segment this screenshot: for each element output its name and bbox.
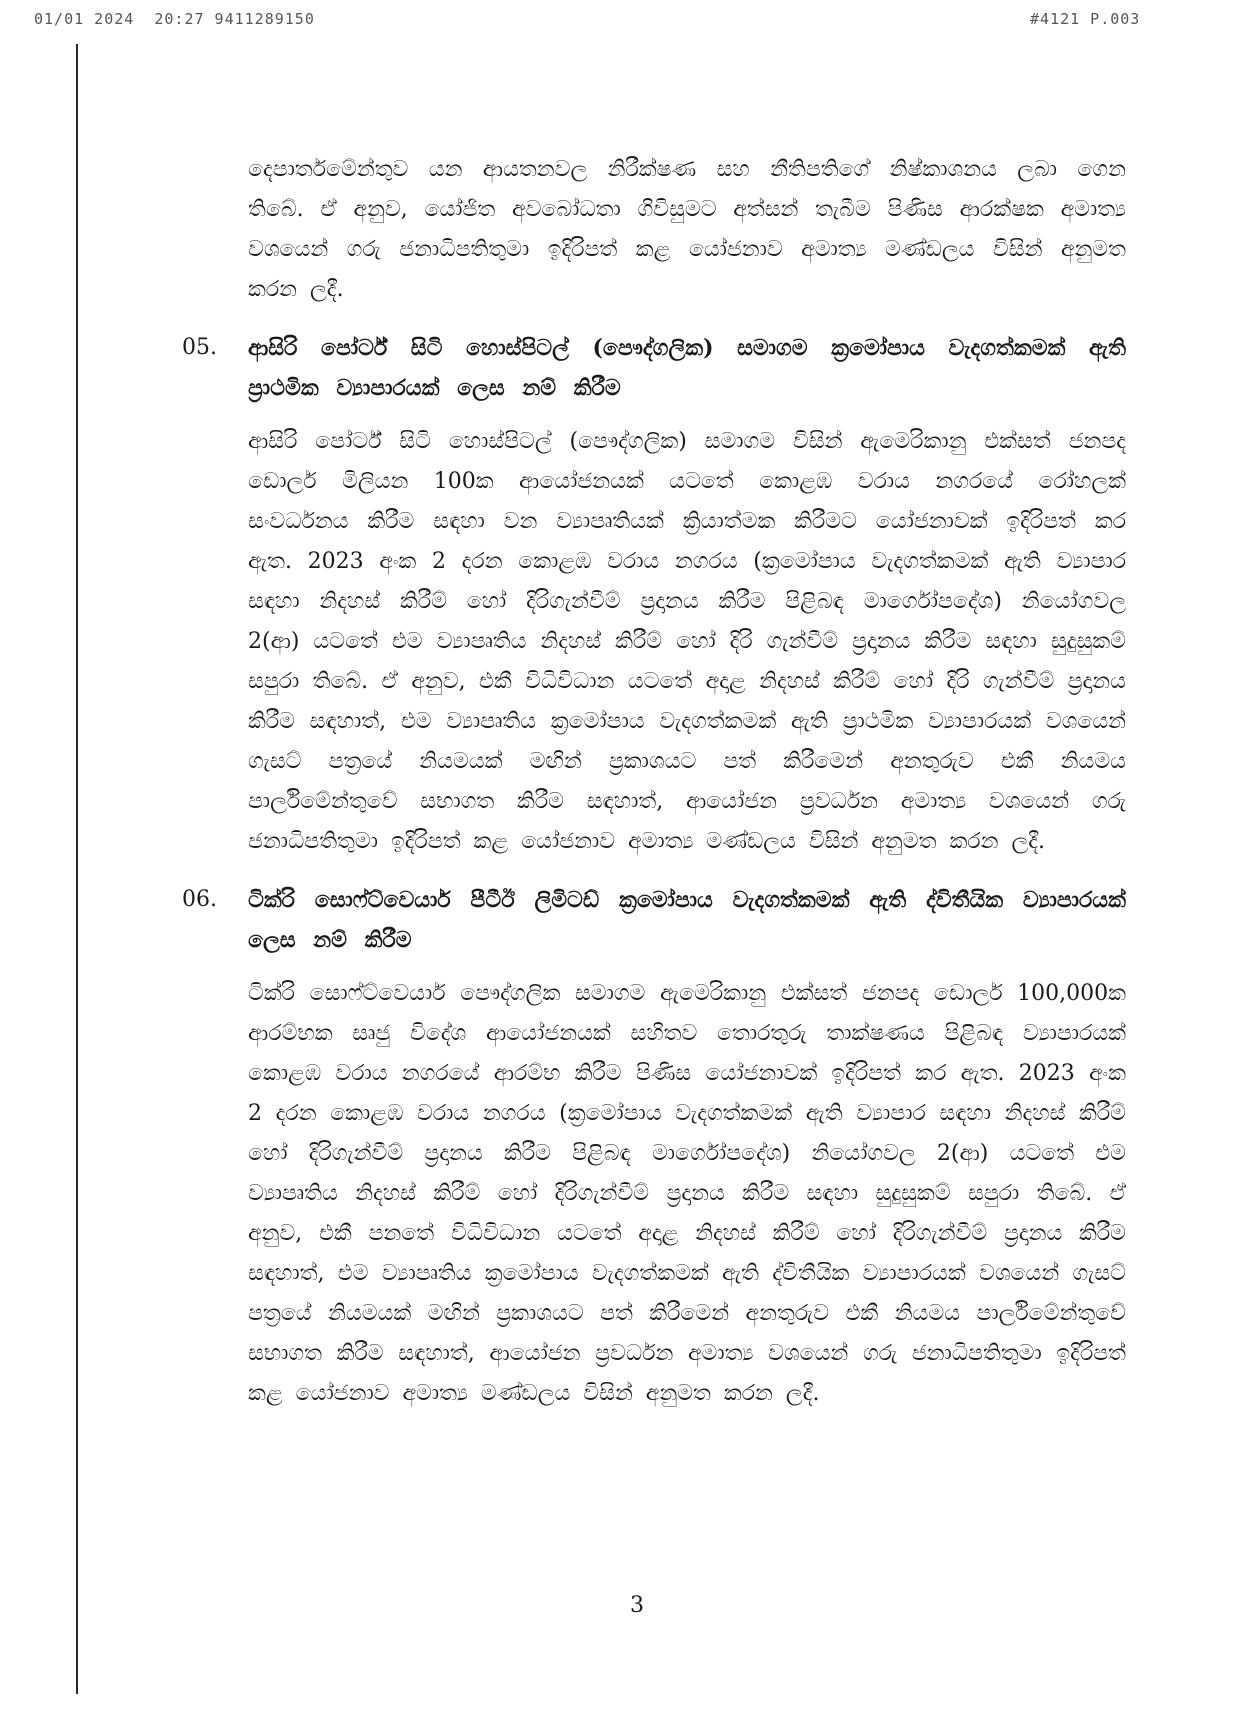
section-05 bbox=[182, 328, 1126, 862]
document-body bbox=[182, 150, 1126, 1414]
fax-header-page-ref: #4121 P.003 bbox=[1030, 10, 1141, 28]
section-number: 05. bbox=[182, 335, 217, 360]
section-06 bbox=[182, 880, 1126, 1414]
intro-paragraph: දෙපාර්තමේන්තුව යන ආයතනවල නිරීක්ෂණ සහ නීතිපතිගේ නිෂ්කාශනය ලබා ගෙන තිබේ. ඒ අනුව, යෝජිත අවබෝධතා ගිවිසුමට අත්සන් තැබීම පිණිස ආරක්ෂක අමාත්‍ය වශයෙන් ගරු ජනාධිපතිතුමා ඉදිරිපත් කළ යෝජනාව අමාත්‍ය මණ්ඩලය විසින් අනුමත කරන ලදී. bbox=[248, 157, 1126, 302]
page-number: 3 bbox=[630, 1593, 644, 1618]
fax-header-timestamp: 01/01 2024 20:27 9411289150 bbox=[34, 10, 315, 28]
section-title: ආසිරි පෝර්ට් සිටි හොස්පිටල් (පෞද්ගලික) සමාගම ක්‍රමෝපාය වැදගත්කමක් ඇති ප්‍රාථමික ව්‍යාපාරයක් ලෙස නම් කිරීම bbox=[248, 335, 1126, 401]
section-number: 06. bbox=[182, 887, 217, 912]
section-title: ටික්රි සොෆ්ට්වෙයාර් පීටීඊ ලිමිටඩ් ක්‍රමෝපාය වැදගත්කමක් ඇති ද්විතීයික ව්‍යාපාරයක් ලෙස නම් කිරීම bbox=[248, 887, 1126, 953]
left-margin-line bbox=[76, 44, 78, 1694]
section-body: ආසිරි පෝර්ට් සිටි හොස්පිටල් (පෞද්ගලික) සමාගම විසින් ඇමෙරිකානු එක්සත් ජනපද ඩොලර් මිලියන 100ක ආයෝජනයක් යටතේ කොළඹ වරාය නගරයේ රෝහලක් සංවර්ධනය කිරීම සඳහා වන ව්‍යාපෘතියක් ක්‍රියාත්මක කිරීමට යෝජනාවක් ඉදිරිපත් කර ඇත. 2023 අංක 2 දරන කොළඹ වරාය නගරය (ක්‍රමෝපාය වැදගත්කමක් ඇති ව්‍යාපාර සඳහා නිදහස් කිරීම් හෝ දිරිගැන්වීම් ප්‍රදානය කිරීම පිළිබඳ මාර්ගෝපදේශ) නියෝගවල 2(ආ) යටතේ එම ව්‍යාපෘතිය නිදහස් කිරීම් හෝ දිරි ගැන්වීම් ප්‍රදානය කිරීම සඳහා සුදුසුකම් සපුරා තිබේ. ඒ අනුව, එකී විධිවිධාන යටතේ අදාළ නිදහස් කිරීම් හෝ දිරි ගැන්වීම් ප්‍රදානය කිරීම සඳහාත්, එම ව්‍යාපෘතිය ක්‍රමෝපාය වැදගත්කමක් ඇති ප්‍රාථමික ව්‍යාපාරයක් වශයෙන් ගැසට් පත්‍රයේ නියමයක් මඟින් ප්‍රකාශයට පත් කිරීමෙන් අනතුරුව එකී නියමය පාර්ලිමේන්තුවේ සභාගත කිරීම සඳහාත්, ආයෝජන ප්‍රවර්ධන අමාත්‍ය වශයෙන් ගරු ජනාධිපතිතුමා ඉදිරිපත් කළ යෝජනාව අමාත්‍ය මණ්ඩලය විසින් අනුමත කරන ලදී. bbox=[248, 429, 1126, 854]
section-body: ටික්රි සොෆ්ට්වෙයාර් පෞද්ගලික සමාගම ඇමෙරිකානු එක්සත් ජනපද ඩොලර් 100,000ක ආරම්භක සෘජු විදේශ ආයෝජනයක් සහිතව තොරතුරු තාක්ෂණය පිළිබඳ ව්‍යාපාරයක් කොළඹ වරාය නගරයේ ආරම්භ කිරීම පිණිස යෝජනාවක් ඉදිරිපත් කර ඇත. 2023 අංක 2 දරන කොළඹ වරාය නගරය (ක්‍රමෝපාය වැදගත්කමක් ඇති ව්‍යාපාර සඳහා නිදහස් කිරීම් හෝ දිරිගැන්වීම් ප්‍රදානය කිරීම පිළිබඳ මාර්ගෝපදේශ) නියෝගවල 2(ආ) යටතේ එම ව්‍යාපෘතිය නිදහස් කිරීම් හෝ දිරිගැන්වීම් ප්‍රදානය කිරීම සඳහා සුදුසුකම් සපුරා තිබේ. ඒ අනුව, එකී පනතේ විධිවිධාන යටතේ අදාළ නිදහස් කිරීම් හෝ දිරිගැන්වීම් ප්‍රදානය කිරීම සඳහාත්, එම ව්‍යාපෘතිය ක්‍රමෝපාය වැදගත්කමක් ඇති ද්විතීයික ව්‍යාපාරයක් වශයෙන් ගැසට් පත්‍රයේ නියමයක් මඟින් ප්‍රකාශයට පත් කිරීමෙන් අනතුරුව එකී නියමය පාර්ලිමේන්තුවේ සභාගත කිරීම සඳහාත්, ආයෝජන ප්‍රවර්ධන අමාත්‍ය වශයෙන් ගරු ජනාධිපතිතුමා ඉදිරිපත් කළ යෝජනාව අමාත්‍ය මණ්ඩලය විසින් අනුමත කරන ලදී. bbox=[248, 981, 1126, 1406]
